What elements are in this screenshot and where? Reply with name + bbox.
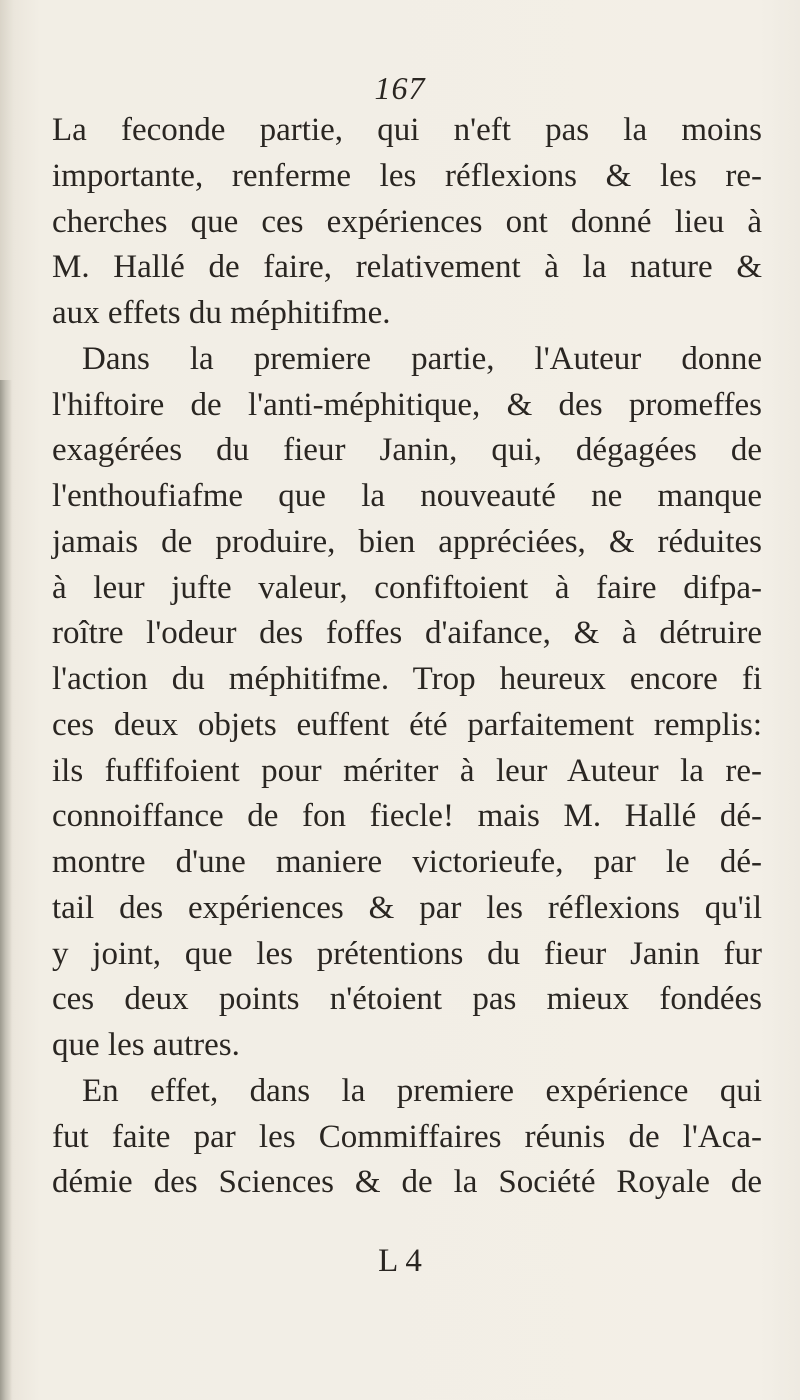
text-line: roître l'odeur des foffes d'aifance, & à détruire	[52, 615, 762, 652]
text-line: Dans la premiere partie, l'Auteur donne	[82, 340, 762, 377]
text-line: ces deux points n'étoient pas mieux fondées	[52, 981, 762, 1018]
body-text	[52, 108, 762, 1206]
text-line: démie des Sciences & de la Société Royale de	[52, 1164, 762, 1201]
text-line: aux effets du méphitifme.	[52, 295, 391, 331]
text-line: à leur jufte valeur, confiftoient à faire difpa-	[52, 569, 762, 606]
text-line: cherches que ces expériences ont donné lieu à	[52, 203, 762, 240]
signature-mark: L 4	[378, 1243, 422, 1279]
page-number: 167	[374, 70, 426, 106]
text-line: jamais de produire, bien appréciées, & réduites	[52, 523, 762, 560]
text-line: La feconde partie, qui n'eft pas la moins	[52, 112, 762, 148]
text-line: importante, renferme les réflexions & les re-	[52, 157, 762, 194]
text-line: exagérées du fieur Janin, qui, dégagées de	[52, 432, 762, 469]
text-line: l'enthoufiafme que la nouveauté ne manque	[52, 478, 762, 514]
text-line: l'hiftoire de l'anti-méphitique, & des promeffes	[52, 386, 762, 423]
text-line: M. Hallé de faire, relativement à la nature &	[52, 249, 762, 286]
text-line: y joint, que les prétentions du fieur Janin fur	[52, 935, 762, 972]
text-line: montre d'une maniere victorieufe, par le dé-	[52, 844, 762, 880]
text-line: que les autres.	[52, 1027, 240, 1063]
text-line: fut faite par les Commiffaires réunis de l'Aca-	[52, 1118, 762, 1155]
text-line: ces deux objets euffent été parfaitement remplis:	[52, 706, 762, 743]
text-line: tail des expériences & par les réflexions qu'il	[52, 889, 762, 926]
text-line: l'action du méphitifme. Trop heureux encore fi	[52, 661, 762, 697]
text-line: En effet, dans la premiere expérience qui	[82, 1072, 762, 1109]
text-line: ils fuffifoient pour mériter à leur Auteur la re-	[52, 752, 762, 789]
text-line: connoiffance de fon fiecle! mais M. Hallé dé-	[52, 798, 762, 835]
